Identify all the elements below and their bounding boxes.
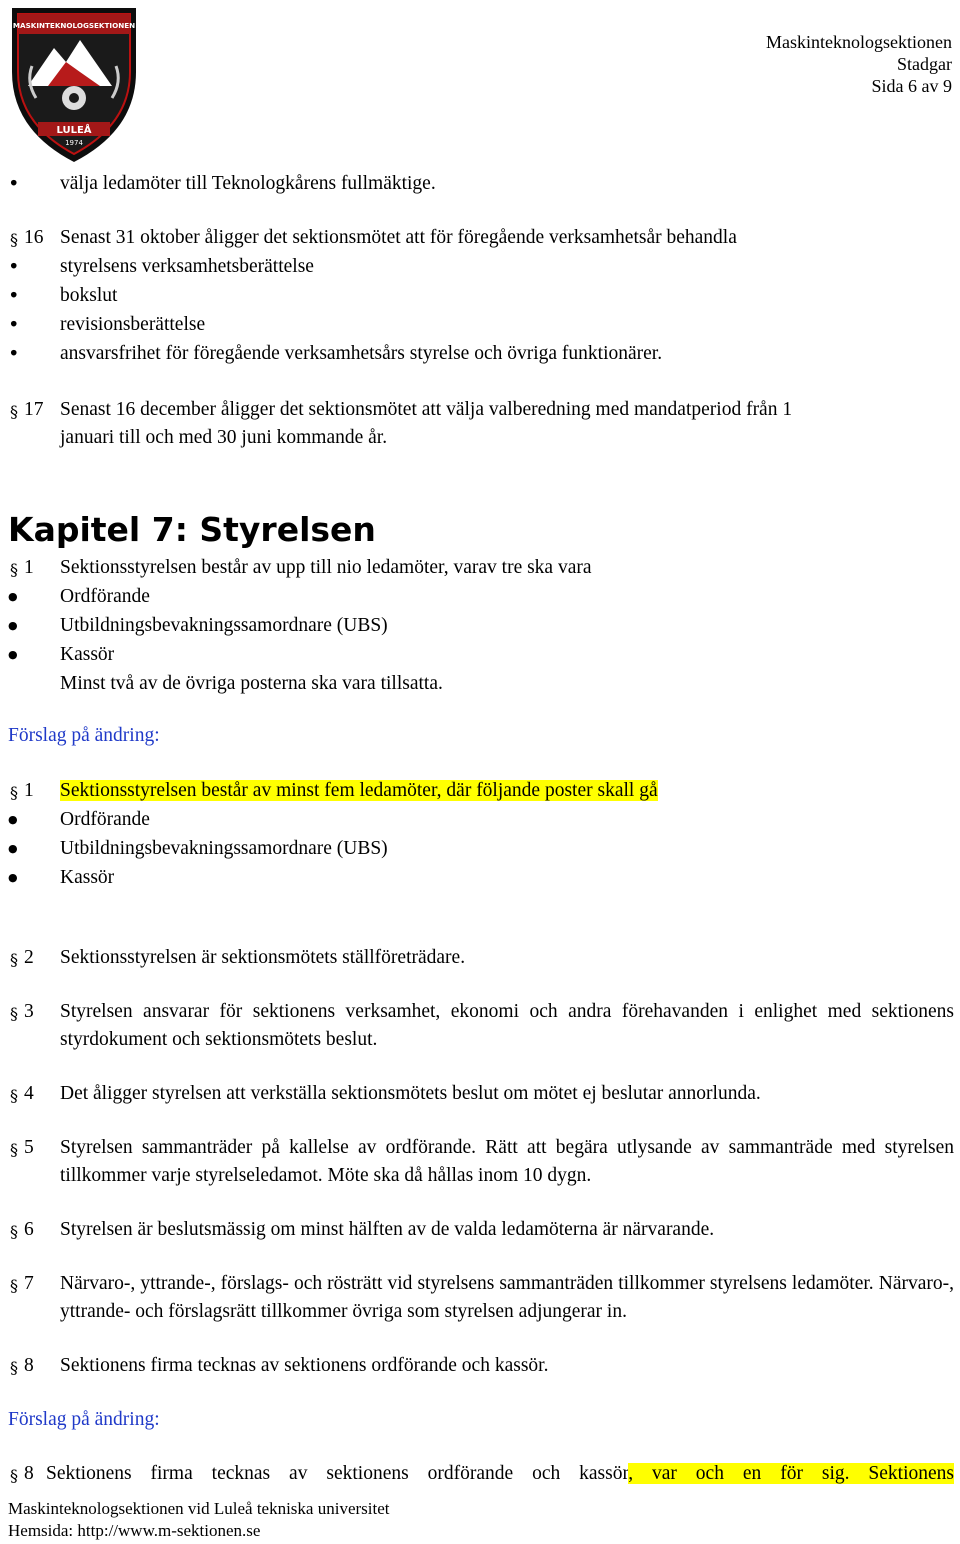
list-item: Utbildningsbevakningssamordnare (UBS) — [60, 615, 388, 636]
paragraph-sign-icon: § — [10, 1276, 18, 1295]
paragraph-text: Senast 16 december åligger det sektionsmötet att välja valberedning med mandatperiod från 1 — [60, 399, 793, 420]
paragraph-number: 1 — [24, 780, 34, 801]
footer-org: Maskinteknologsektionen vid Luleå tekniska universitet — [8, 1499, 390, 1518]
bullet-icon — [8, 835, 48, 863]
highlight: Sektionsstyrelsen består av minst fem ledamöter, där följande poster skall gå — [60, 780, 658, 801]
header-doc: Stadgar — [897, 54, 952, 74]
paragraph-number: 6 — [24, 1219, 34, 1240]
bullet-icon — [8, 806, 48, 834]
list-item: styrelsens verksamhetsberättelse — [60, 256, 314, 277]
paragraph-text-highlighted — [46, 1460, 954, 1488]
paragraph-text: Styrelsen är beslutsmässig om minst hälften av de valda ledamöterna är närvarande. — [60, 1219, 715, 1240]
paragraph-sign-icon: § — [10, 1140, 18, 1159]
proposal-label: Förslag på ändring: — [8, 725, 160, 746]
section-logo — [8, 2, 140, 166]
paragraph-text: Sektionens firma tecknas av sektionens ordförande och kassör — [46, 1463, 629, 1484]
paragraph-number: 2 — [24, 947, 34, 968]
paragraph-number: 8 — [24, 1463, 34, 1484]
paragraph-text: Minst två av de övriga posterna ska vara tillsatta. — [60, 673, 443, 694]
list-item: Ordförande — [60, 809, 150, 830]
list-item: revisionsberättelse — [60, 314, 206, 335]
paragraph-text: Styrelsen ansvarar för sektionens verksamhet, ekonomi och andra förehavanden i enlighet med sektionens styrdokument och sektionsmötets beslut. — [60, 1001, 954, 1050]
paragraph-number: 8 — [24, 1355, 34, 1376]
highlight: , var och en för sig. Sektionens — [628, 1463, 954, 1484]
paragraph-text: Sektionens firma tecknas av sektionens ordförande och kassör. — [60, 1355, 549, 1376]
paragraph-sign-icon: § — [10, 560, 18, 579]
paragraph-text: Senast 31 oktober åligger det sektionsmötet att för föregående verksamhetsår behandla — [60, 227, 737, 248]
list-item: Kassör — [60, 644, 115, 665]
list-item: Ordförande — [60, 586, 150, 607]
paragraph-number: 1 — [24, 557, 34, 578]
paragraph-number: 7 — [24, 1273, 34, 1294]
header-org: Maskinteknologsektionen — [766, 32, 952, 52]
paragraph-sign-icon: § — [10, 950, 18, 969]
bullet-icon — [8, 170, 48, 199]
paragraph-text-highlighted — [60, 777, 658, 805]
paragraph-text: Styrelsen sammanträder på kallelse av ordförande. Rätt att begära utlysande av sammanträde med styrelsen tillkommer varje styrelseledamot. Möte ska då hållas inom 10 dygn. — [60, 1137, 954, 1186]
bullet-icon — [8, 583, 48, 611]
bullet-icon — [8, 340, 48, 369]
bullet-icon — [8, 864, 48, 892]
list-item: bokslut — [60, 285, 118, 306]
paragraph-text: januari till och med 30 juni kommande år. — [60, 427, 388, 448]
list-item: Kassör — [60, 867, 115, 888]
paragraph-sign-icon: § — [10, 230, 18, 249]
logo-city-text: LULEÅ — [56, 125, 92, 136]
bullet-icon — [8, 253, 48, 282]
logo-top-text: MASKINTEKNOLOGSEKTIONEN — [12, 21, 136, 30]
bullet-icon — [8, 311, 48, 340]
paragraph-number: 5 — [24, 1137, 34, 1158]
list-item: Utbildningsbevakningssamordnare (UBS) — [60, 838, 388, 859]
paragraph-sign-icon: § — [10, 402, 18, 421]
logo-year-text: 1974 — [65, 139, 83, 147]
proposal-label: Förslag på ändring: — [8, 1409, 160, 1430]
list-item: ansvarsfrihet för föregående verksamhetsårs styrelse och övriga funktionärer. — [60, 343, 663, 364]
header-page: Sida 6 av 9 — [871, 76, 952, 96]
bullet-icon — [8, 641, 48, 669]
paragraph-number: 4 — [24, 1083, 34, 1104]
paragraph-number: 3 — [24, 1001, 34, 1022]
paragraph-sign-icon: § — [10, 1222, 18, 1241]
chapter-heading: Kapitel 7: Styrelsen — [8, 510, 376, 549]
paragraph-number: 17 — [24, 399, 44, 420]
bullet-icon — [8, 282, 48, 311]
paragraph-text: Sektionsstyrelsen är sektionsmötets ställföreträdare. — [60, 947, 466, 968]
paragraph-sign-icon: § — [10, 1086, 18, 1105]
paragraph-text: Närvaro-, yttrande-, förslags- och rösträtt vid styrelsens sammanträden tillkommer styrelsens ledamöter. Närvaro-, yttrande- och förslagsrätt tillkommer övriga som styrelsen adjungerar in. — [60, 1273, 954, 1322]
paragraph-sign-icon: § — [10, 1004, 18, 1023]
paragraph-sign-icon: § — [10, 1466, 18, 1485]
footer-link[interactable]: Hemsida: http://www.m-sektionen.se — [8, 1521, 261, 1540]
paragraph-sign-icon: § — [10, 783, 18, 802]
bullet-icon — [8, 612, 48, 640]
paragraph-number: 16 — [24, 227, 44, 248]
paragraph-text: Sektionsstyrelsen består av upp till nio ledamöter, varav tre ska vara — [60, 557, 592, 578]
paragraph-sign-icon: § — [10, 1358, 18, 1377]
paragraph-text: Det åligger styrelsen att verkställa sektionsmötets beslut om mötet ej beslutar annorlunda. — [60, 1083, 761, 1104]
list-item: välja ledamöter till Teknologkårens fullmäktige. — [60, 173, 436, 194]
